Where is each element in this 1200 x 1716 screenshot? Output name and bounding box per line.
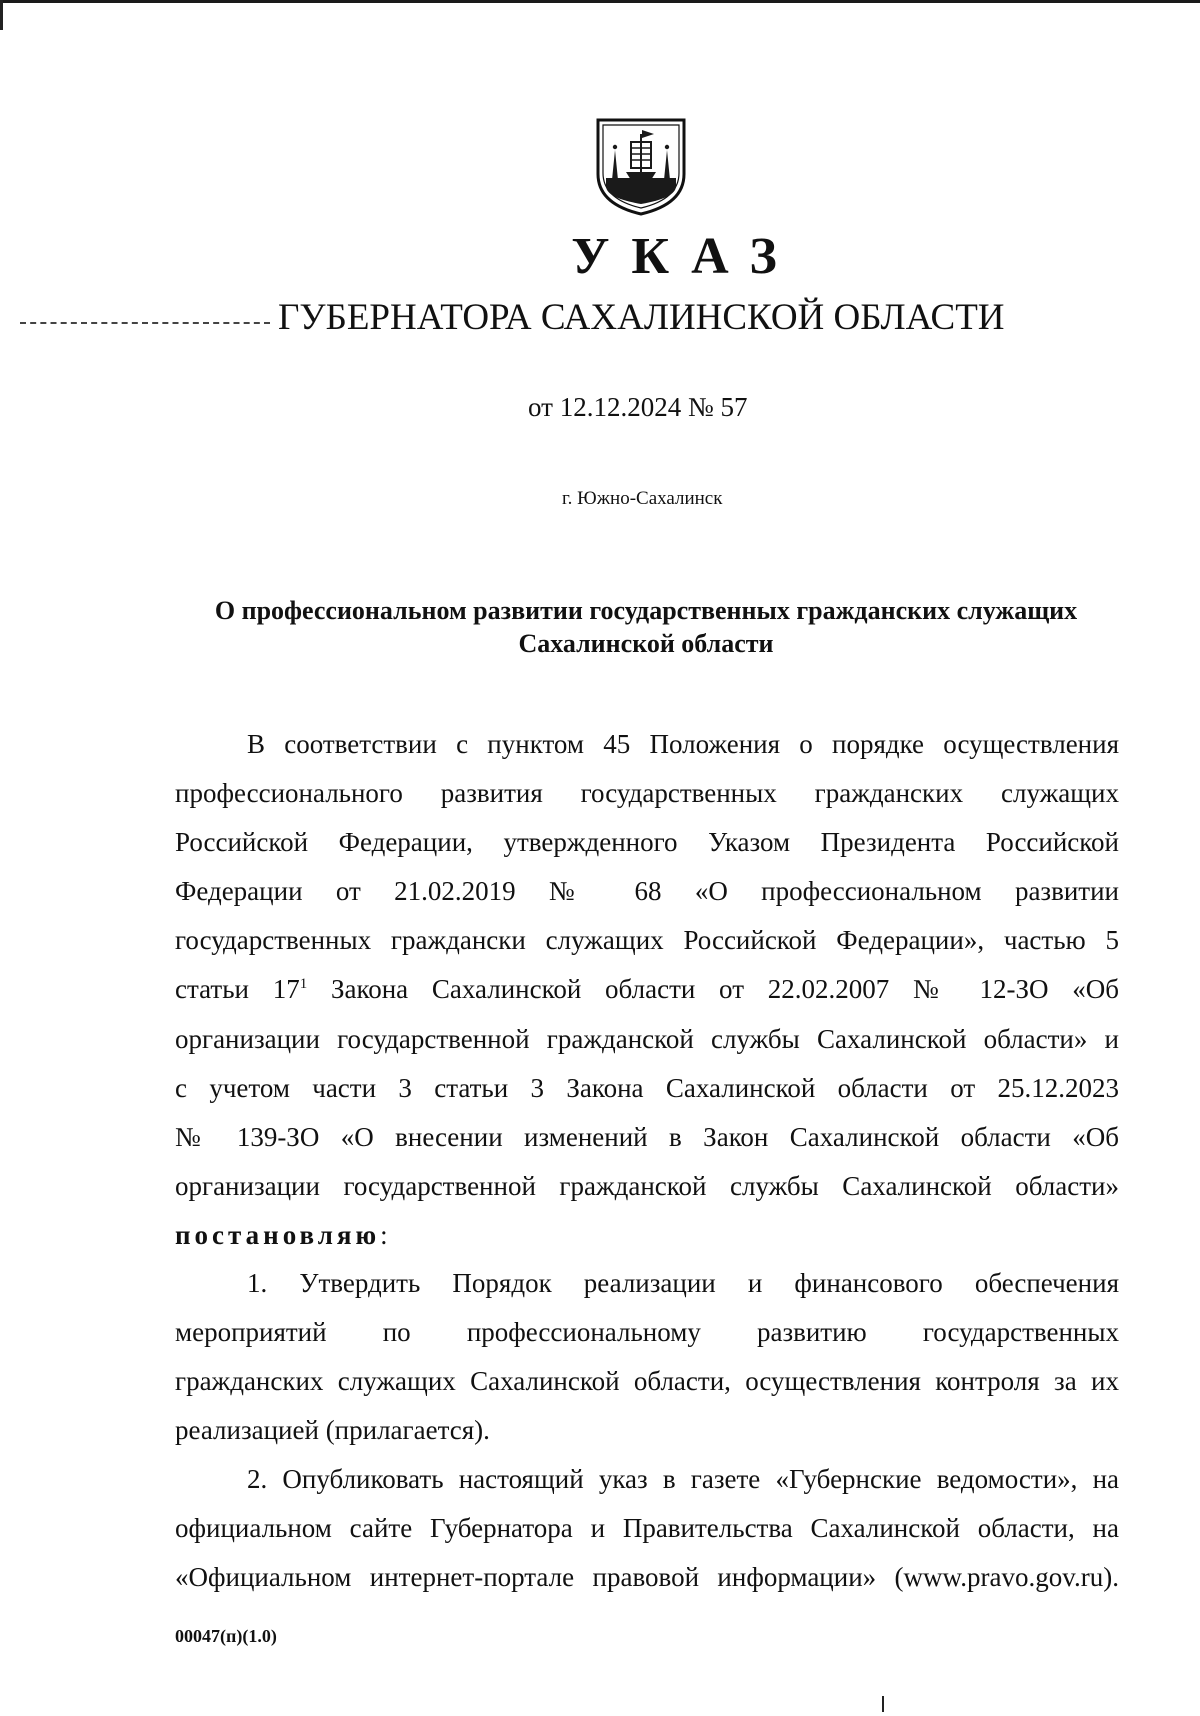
scan-edge-top xyxy=(0,0,1200,3)
text-line: Российской Федерации, утвержденного Указом Президента Российской xyxy=(175,827,1119,858)
decree-title-line: О профессиональном развитии государственных гражданских служащих xyxy=(214,596,1078,625)
decree-colon: : xyxy=(380,1219,388,1250)
item-2-paragraph xyxy=(175,1455,1119,1602)
text-line: государственных граждански служащих Российской Федерации», частью 5 xyxy=(175,925,1119,956)
text-line: 2. Опубликовать настоящий указ в газете «Губернские ведомости», на xyxy=(247,1464,1119,1494)
text-line: 1. Утвердить Порядок реализации и финансового обеспечения xyxy=(247,1268,1119,1298)
text-line: организации государственной гражданской службы Сахалинской области» и xyxy=(175,1023,1119,1054)
text-line: профессионального развития государственных гражданских служащих xyxy=(175,778,1119,809)
text-line: организации государственной гражданской службы Сахалинской области» xyxy=(175,1170,1119,1201)
text-line: реализацией (прилагается). xyxy=(175,1415,490,1446)
item-1-paragraph xyxy=(175,1259,1119,1455)
text-line: Федерации от 21.02.2019 № 68 «О профессиональном развитии xyxy=(175,876,1119,907)
text-line: № 139-ЗО «О внесении изменений в Закон Сахалинской области «Об xyxy=(175,1121,1119,1152)
text-line: «Официальном интернет-портале правовой информации» (www.pravo.gov.ru). xyxy=(175,1562,1119,1593)
text-line: гражданских служащих Сахалинской области, осуществления контроля за их xyxy=(175,1366,1119,1397)
city-label: г. Южно-Сахалинск xyxy=(562,488,723,509)
decree-title xyxy=(172,594,1120,660)
date-number: от 12.12.2024 № 57 xyxy=(528,392,748,422)
scan-mark xyxy=(882,1696,884,1712)
text-line: с учетом части 3 статьи 3 Закона Сахалинской области от 25.12.2023 xyxy=(175,1072,1119,1103)
text-line xyxy=(175,965,1119,1014)
decree-title-line: Сахалинской области xyxy=(518,629,774,658)
superscript: 1 xyxy=(299,976,308,993)
text-line xyxy=(175,1211,1119,1260)
text-line: В соответствии с пунктом 45 Положения о порядке осуществления xyxy=(247,729,1119,759)
text-line: мероприятий по профессиональному развитию государственных xyxy=(175,1317,1119,1348)
document-type-heading: УКАЗ xyxy=(571,228,799,285)
document-code: 00047(п)(1.0) xyxy=(175,1626,277,1646)
text-fragment: статьи 17 xyxy=(175,974,300,1005)
scan-dash-artifact xyxy=(20,322,270,324)
issuer-heading: ГУБЕРНАТОРА САХАЛИНСКОЙ ОБЛАСТИ xyxy=(278,297,1005,338)
text-fragment: Закона Сахалинской области от 22.02.2007 № 12-ЗО «Об xyxy=(307,974,1120,1005)
preamble-paragraph xyxy=(175,720,1119,1260)
sakhalin-coat-of-arms-icon xyxy=(594,116,688,216)
decree-word: постановляю xyxy=(175,1219,381,1250)
text-line: официальном сайте Губернатора и Правительства Сахалинской области, на xyxy=(175,1513,1119,1544)
